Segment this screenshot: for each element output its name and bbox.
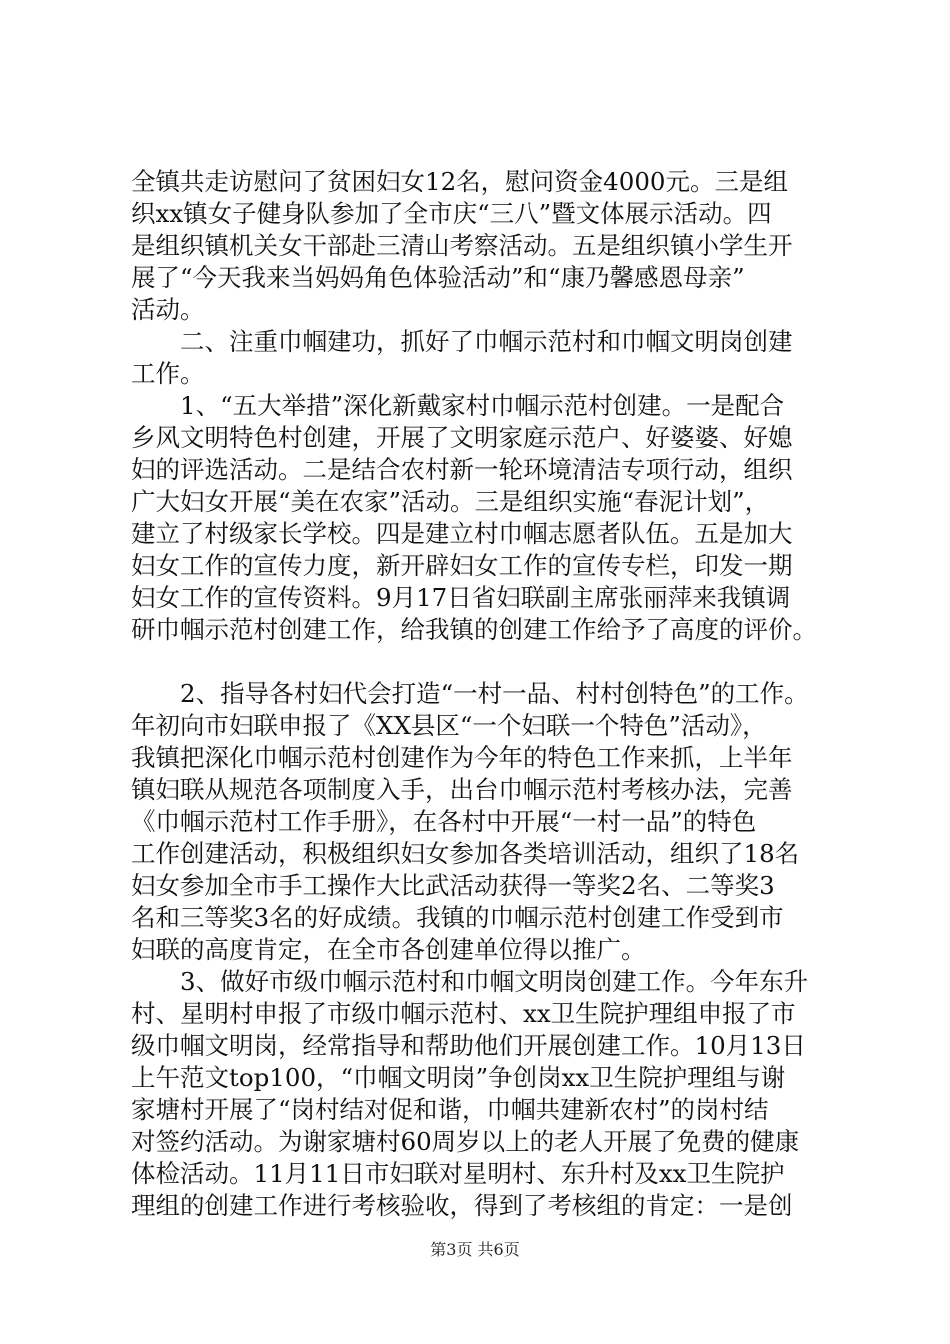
text-line: 妇女工作的宣传力度，新开辟妇女工作的宣传专栏，印发一期 bbox=[131, 551, 793, 580]
text-line: 织xx镇女子健身队参加了全市庆“三八”暨文体展示活动。四 bbox=[131, 199, 772, 228]
text-line: 二、注重巾帼建功，抓好了巾帼示范村和巾帼文明岗创建 bbox=[131, 327, 793, 356]
text-line: 我镇把深化巾帼示范村创建作为今年的特色工作来抓，上半年 bbox=[131, 743, 793, 772]
text-line: 全镇共走访慰问了贫困妇女12名，慰问资金4000元。三是组 bbox=[131, 167, 789, 196]
text-line: 妇的评选活动。二是结合农村新一轮环境清洁专项行动，组织 bbox=[131, 455, 793, 484]
text-line: 年初向市妇联申报了《XX县区“一个妇联一个特色”活动》， bbox=[131, 711, 767, 740]
text-line: 体检活动。11月11日市妇联对星明村、东升村及xx卫生院护 bbox=[131, 1159, 785, 1188]
text-line: 广大妇女开展“美在农家”活动。三是组织实施“春泥计划”， bbox=[131, 487, 770, 516]
text-line: 2、指导各村妇代会打造“一村一品、村村创特色”的工作。 bbox=[131, 679, 809, 708]
text-line: 活动。 bbox=[131, 295, 205, 324]
text-line: 3、做好市级巾帼示范村和巾帼文明岗创建工作。今年东升 bbox=[131, 967, 809, 996]
text-line: 1、“五大举措”深化新戴家村巾帼示范村创建。一是配合 bbox=[131, 391, 785, 420]
text-line: 上午范文top100，“巾帼文明岗”争创岗xx卫生院护理组与谢 bbox=[131, 1063, 786, 1092]
text-line: 研巾帼示范村创建工作，给我镇的创建工作给予了高度的评价。 bbox=[131, 615, 817, 644]
text-line: 工作。 bbox=[131, 359, 205, 388]
page-footer bbox=[0, 1240, 950, 1260]
text-line: 理组的创建工作进行考核验收，得到了考核组的肯定：一是创 bbox=[131, 1191, 793, 1220]
text-line: 是组织镇机关女干部赴三清山考察活动。五是组织镇小学生开 bbox=[131, 231, 793, 260]
text-line: 级巾帼文明岗，经常指导和帮助他们开展创建工作。10月13日 bbox=[131, 1031, 806, 1060]
text-line: 妇联的高度肯定，在全市各创建单位得以推广。 bbox=[131, 935, 646, 964]
page-number-label: 第3页 共6页 bbox=[430, 1240, 520, 1259]
paragraph-gap bbox=[131, 646, 853, 678]
text-line: 镇妇联从规范各项制度入手，出台巾帼示范村考核办法，完善 bbox=[131, 775, 793, 804]
text-line: 妇女工作的宣传资料。9月17日省妇联副主席张丽萍来我镇调 bbox=[131, 583, 791, 612]
text-line: 《巾帼示范村工作手册》，在各村中开展“一村一品”的特色 bbox=[131, 807, 757, 836]
text-line: 对签约活动。为谢家塘村60周岁以上的老人开展了免费的健康 bbox=[131, 1127, 800, 1156]
text-line: 名和三等奖3名的好成绩。我镇的巾帼示范村创建工作受到市 bbox=[131, 903, 784, 932]
text-line: 建立了村级家长学校。四是建立村巾帼志愿者队伍。五是加大 bbox=[131, 519, 793, 548]
text-line: 乡风文明特色村创建，开展了文明家庭示范户、好婆婆、好媳 bbox=[131, 423, 793, 452]
text-line: 村、星明村申报了市级巾帼示范村、xx卫生院护理组申报了市 bbox=[131, 999, 796, 1028]
text-line: 工作创建活动，积极组织妇女参加各类培训活动，组织了18名 bbox=[131, 839, 800, 868]
text-line: 家塘村开展了“岗村结对促和谐，巾帼共建新农村”的岗村结 bbox=[131, 1095, 769, 1124]
document-body bbox=[131, 166, 853, 1222]
text-line: 妇女参加全市手工操作大比武活动获得一等奖2名、二等奖3 bbox=[131, 871, 775, 900]
text-line: 展了“今天我来当妈妈角色体验活动”和“康乃馨感恩母亲” bbox=[131, 263, 745, 292]
